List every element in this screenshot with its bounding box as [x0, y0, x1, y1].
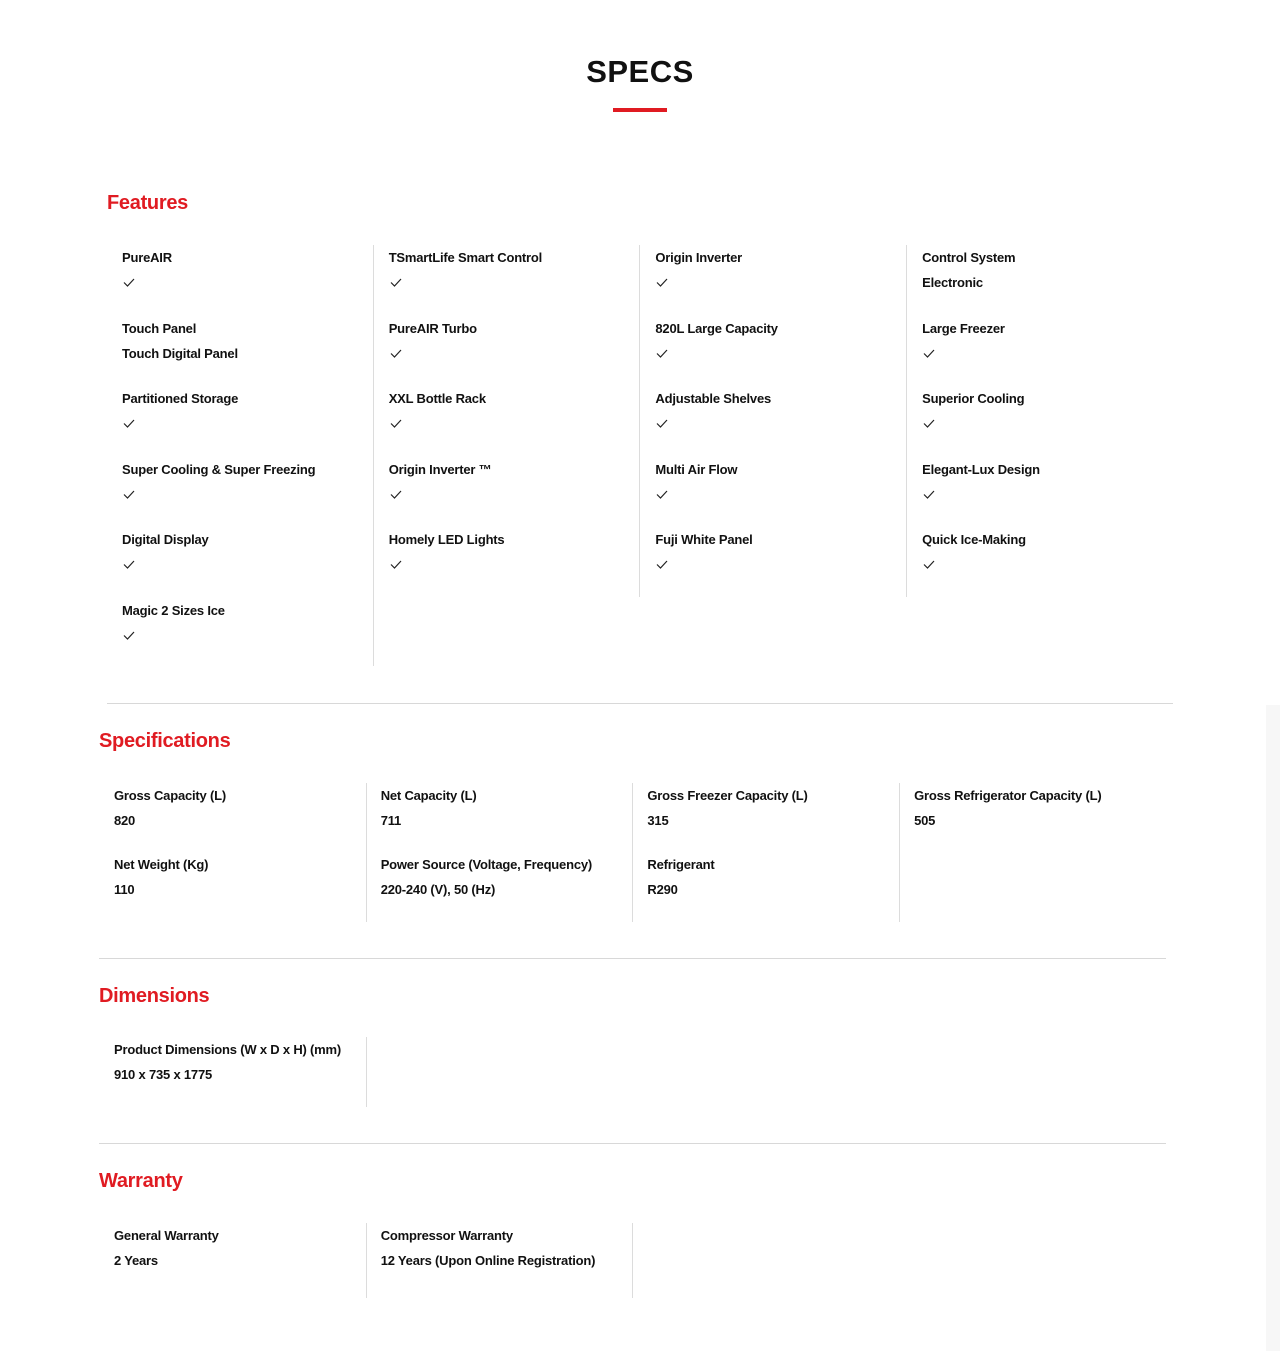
features-item-label: Superior Cooling — [922, 391, 1025, 406]
dimensions-divider — [99, 1143, 1166, 1144]
checkmark-icon — [389, 341, 403, 366]
features-item-label: Magic 2 Sizes Ice — [122, 602, 225, 618]
checkmark-icon — [122, 552, 136, 577]
specifications-item — [381, 783, 621, 833]
warranty-item-value: 12 Years (Upon Online Registration) — [380, 1253, 596, 1268]
page-title: SPECS — [586, 54, 694, 89]
checkmark-icon — [655, 482, 669, 507]
features-item-label: Origin Inverter ™ — [388, 461, 492, 477]
warranty-column-divider — [632, 1223, 633, 1298]
checkmark-icon — [122, 482, 136, 507]
checkmark-icon — [122, 270, 136, 295]
features-item — [389, 316, 629, 366]
page-scrollbar-track[interactable] — [1266, 705, 1280, 1351]
checkmark-icon — [389, 411, 403, 436]
features-item — [655, 527, 895, 577]
specifications-column-divider — [366, 783, 367, 922]
specifications-item — [647, 783, 887, 833]
checkmark-icon — [655, 341, 669, 366]
specifications-divider — [99, 958, 1166, 959]
checkmark-icon — [922, 411, 936, 436]
features-column-divider — [373, 245, 374, 666]
specifications-item-value: 711 — [380, 813, 402, 828]
features-item — [122, 245, 362, 295]
features-item-value: Electronic — [922, 275, 983, 290]
specifications-item — [114, 783, 354, 833]
features-item-label: Multi Air Flow — [655, 461, 738, 477]
features-item — [922, 457, 1162, 507]
features-item-label: Large Freezer — [922, 320, 1005, 336]
checkmark-icon — [122, 623, 136, 648]
features-item — [122, 527, 362, 577]
features-item-value: Touch Digital Panel — [122, 345, 238, 361]
specifications-item — [114, 852, 354, 902]
specifications-item-label: Power Source (Voltage, Frequency) — [380, 857, 593, 872]
warranty-column-divider — [366, 1223, 367, 1298]
warranty-heading: Warranty — [99, 1170, 183, 1192]
dimensions-item — [114, 1037, 354, 1087]
specifications-item-label: Refrigerant — [647, 857, 715, 872]
warranty-item — [114, 1223, 354, 1273]
checkmark-icon — [922, 341, 936, 366]
warranty-item-label: Compressor Warranty — [380, 1228, 513, 1243]
features-item — [922, 245, 1162, 295]
specifications-item-label: Gross Capacity (L) — [114, 788, 226, 803]
checkmark-icon — [122, 411, 136, 436]
features-item-label: Origin Inverter — [655, 250, 742, 265]
specifications-item — [381, 852, 621, 902]
specifications-item-label: Gross Freezer Capacity (L) — [647, 788, 808, 803]
features-divider — [107, 703, 1173, 704]
dimensions-column-divider — [366, 1037, 367, 1107]
features-item-label: PureAIR Turbo — [388, 320, 477, 336]
features-item-label: Fuji White Panel — [655, 532, 753, 547]
features-item-label: TSmartLife Smart Control — [388, 250, 543, 265]
checkmark-icon — [655, 270, 669, 295]
warranty-item — [381, 1223, 621, 1273]
features-column-divider — [906, 245, 907, 597]
specifications-item — [914, 783, 1154, 833]
specifications-heading: Specifications — [99, 730, 231, 752]
dimensions-heading: Dimensions — [99, 985, 210, 1007]
features-item-label: Touch Panel — [122, 320, 197, 336]
checkmark-icon — [655, 411, 669, 436]
features-item-label: Adjustable Shelves — [655, 391, 771, 406]
specifications-item-value: 315 — [647, 813, 669, 828]
features-column-divider — [639, 245, 640, 597]
checkmark-icon — [389, 552, 403, 577]
features-item — [655, 386, 895, 436]
features-item — [389, 386, 629, 436]
specifications-item-label: Net Capacity (L) — [380, 788, 477, 803]
features-item-label: XXL Bottle Rack — [388, 391, 486, 406]
warranty-item-label: General Warranty — [114, 1228, 219, 1243]
features-item — [655, 316, 895, 366]
features-item — [122, 457, 362, 507]
specifications-column-divider — [899, 783, 900, 922]
features-item-label: Elegant-Lux Design — [922, 461, 1040, 477]
features-item — [655, 245, 895, 295]
features-item-label: Digital Display — [122, 532, 209, 547]
features-item-label: Control System — [922, 250, 1016, 265]
features-item-label: Super Cooling & Super Freezing — [122, 461, 316, 477]
specifications-item-value: 110 — [114, 882, 135, 897]
title-underline — [613, 108, 667, 112]
specifications-item — [647, 852, 887, 902]
features-item — [922, 527, 1162, 577]
features-item-label: PureAIR — [122, 250, 172, 265]
specifications-item-value: 820 — [114, 813, 136, 828]
specifications-item-value: R290 — [647, 882, 678, 897]
features-heading: Features — [107, 192, 188, 214]
checkmark-icon — [922, 552, 936, 577]
specifications-item-value: 505 — [914, 813, 936, 828]
checkmark-icon — [389, 270, 403, 295]
specifications-item-value: 220-240 (V), 50 (Hz) — [380, 882, 496, 897]
specifications-item-label: Gross Refrigerator Capacity (L) — [914, 788, 1102, 803]
checkmark-icon — [389, 482, 403, 507]
features-item — [922, 386, 1162, 436]
features-item — [122, 598, 362, 648]
checkmark-icon — [655, 552, 669, 577]
features-item — [122, 386, 362, 436]
warranty-item-value: 2 Years — [114, 1253, 158, 1268]
checkmark-icon — [922, 482, 936, 507]
specifications-column-divider — [632, 783, 633, 922]
features-item — [389, 457, 629, 507]
dimensions-item-label: Product Dimensions (W x D x H) (mm) — [114, 1042, 342, 1057]
features-item-label: Quick Ice-Making — [922, 532, 1026, 547]
features-item-label: Partitioned Storage — [122, 391, 239, 406]
features-item — [389, 245, 629, 295]
features-item — [655, 457, 895, 507]
features-item — [922, 316, 1162, 366]
dimensions-item-value: 910 x 735 x 1775 — [114, 1067, 213, 1082]
features-item — [122, 316, 362, 366]
features-item-label: 820L Large Capacity — [655, 320, 778, 336]
specifications-item-label: Net Weight (Kg) — [114, 857, 209, 872]
features-item-label: Homely LED Lights — [388, 532, 505, 547]
features-item — [389, 527, 629, 577]
